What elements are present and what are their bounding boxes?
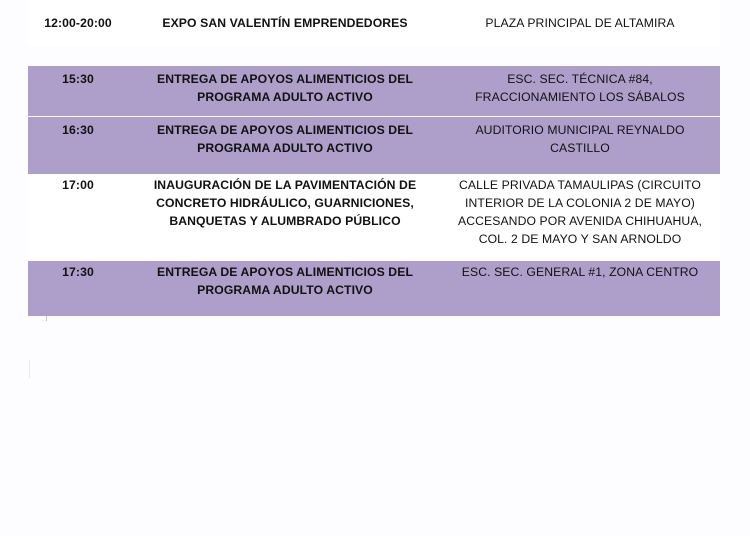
row-place: ESC. SEC. GENERAL #1, ZONA CENTRO [461, 265, 699, 279]
schedule-row [28, 117, 720, 174]
row-place: ESC. SEC. TÉCNICA #84, FRACCIONAMIENTO LOS SÁBALOS [475, 72, 685, 104]
row-time: 16:30 [62, 123, 94, 137]
schedule-table [28, 0, 720, 316]
row-event: ENTREGA DE APOYOS ALIMENTICIOS DEL PROGRAMA ADULTO ACTIVO [157, 265, 413, 297]
schedule-row [28, 66, 720, 116]
row-time: 12:00-20:00 [44, 16, 112, 30]
schedule-row [28, 0, 720, 46]
row-event: ENTREGA DE APOYOS ALIMENTICIOS DEL PROGRAMA ADULTO ACTIVO [157, 72, 413, 104]
row-place: CALLE PRIVADA TAMAULIPAS (CIRCUITO INTERIOR DE LA COLONIA 2 DE MAYO) ACCESANDO POR AVENIDA CHIHUAHUA, COL. 2 DE MAYO Y SAN ARNOLDO [457, 178, 703, 246]
row-time: 17:30 [62, 265, 94, 279]
row-event: INAUGURACIÓN DE LA PAVIMENTACIÓN DE CONCRETO HIDRÁULICO, GUARNICIONES, BANQUETAS Y ALUMBRADO PÚBLICO [153, 178, 417, 228]
row-event: EXPO SAN VALENTÍN EMPRENDEDORES [162, 16, 408, 30]
row-time: 15:30 [62, 72, 94, 86]
row-place: PLAZA PRINCIPAL DE ALTAMIRA [485, 16, 675, 30]
row-event: ENTREGA DE APOYOS ALIMENTICIOS DEL PROGRAMA ADULTO ACTIVO [157, 123, 413, 155]
row-place: AUDITORIO MUNICIPAL REYNALDO CASTILLO [475, 123, 685, 155]
schedule-row [28, 174, 720, 261]
row-time: 17:00 [62, 178, 94, 192]
page-edge-mark [29, 360, 30, 378]
schedule-row [28, 261, 720, 316]
row-gap [28, 46, 720, 66]
page-edge-mark [46, 316, 47, 321]
